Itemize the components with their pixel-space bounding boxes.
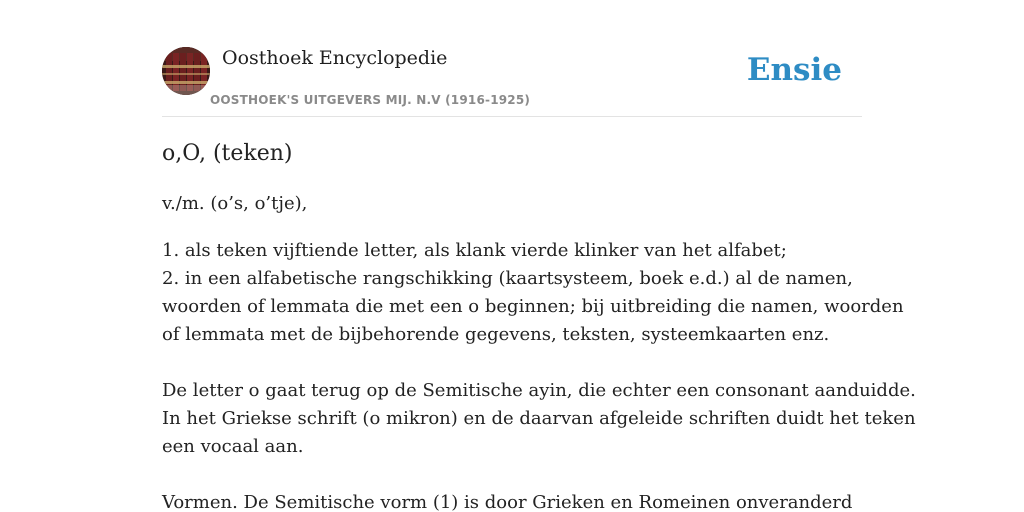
- encyclopedia-logo-icon[interactable]: [162, 47, 210, 95]
- paragraph-gap: [162, 461, 862, 489]
- definition-line: woorden of lemmata die met een o beginnen; bij uitbreiding die namen, woorden: [162, 296, 904, 317]
- history-line: De letter o gaat terug op de Semitische ayin, die echter een consonant aanduidde.: [162, 380, 916, 401]
- history-line: een vocaal aan.: [162, 436, 304, 457]
- grammar-info: v./m. (o’s, o’tje),: [162, 193, 308, 214]
- definition-line: 1. als teken vijftiende letter, als klank vierde klinker van het alfabet;: [162, 240, 787, 261]
- article-body: [162, 237, 916, 512]
- history-line: In het Griekse schrift (o mikron) en de daarvan afgeleide schriften duidt het teken: [162, 408, 916, 429]
- site-name[interactable]: Oosthoek Encyclopedie: [222, 47, 448, 69]
- definition-line: of lemmata met de bijbehorende gegevens, teksten, systeemkaarten enz.: [162, 324, 830, 345]
- definition-line: 2. in een alfabetische rangschikking (kaartsysteem, boek e.d.) al de namen,: [162, 268, 853, 289]
- publisher-label: OOSTHOEK'S UITGEVERS MIJ. N.V (1916-1925): [210, 93, 531, 107]
- forms-line: Vormen. De Semitische vorm (1) is door Grieken en Romeinen onveranderd: [162, 492, 853, 512]
- site-header: [162, 46, 862, 117]
- brand-logo[interactable]: Ensie: [746, 52, 842, 88]
- entry-title: o,O, (teken): [162, 141, 293, 166]
- paragraph-gap: [162, 349, 862, 377]
- article-content: [162, 138, 916, 512]
